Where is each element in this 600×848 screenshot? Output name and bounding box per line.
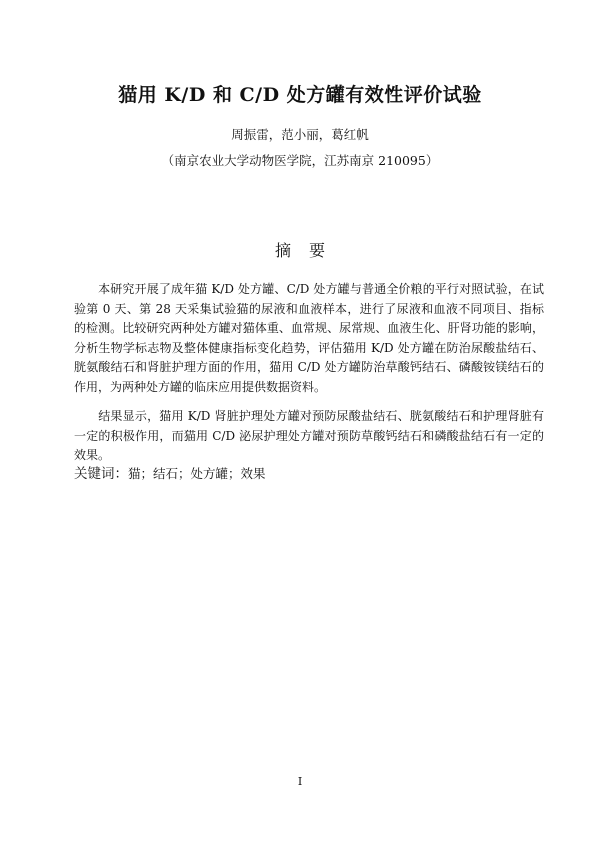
abstract-paragraph-1-text: 本研究开展了成年猫 K/D 处方罐、C/D 处方罐与普通全价粮的平行对照试验，在试验第 0 天、第 28 天采集试验猫的尿液和血液样本，进行了尿液和血液不同项目、指标的检测。比较研究两种处方罐对猫体重、血常规、尿常规、血液生化、肝肾功能的影响，分析生物学标志物及整体健康指标变化趋势，评估猫用 K/D 处方罐在防治尿酸盐结石、胱氨酸结石和肾脏护理方面的作用，猫用 C/D 处方罐防治草酸钙结石、磷酸铵镁结石的作用，为两种处方罐的临床应用提供数据资料。: [74, 282, 544, 394]
page-number: I: [297, 775, 303, 788]
abstract-paragraph-1: [74, 280, 544, 398]
abstract-paragraph-2-text: 结果显示，猫用 K/D 肾脏护理处方罐对预防尿酸盐结石、胱氨酸结石和护理肾脏有一定的积极作用，而猫用 C/D 泌尿护理处方罐对预防草酸钙结石和磷酸盐结石有一定的效果。: [74, 409, 544, 463]
author-list: 周振雷，范小丽，葛红帆: [231, 127, 369, 142]
abstract-paragraph-2: [74, 407, 544, 466]
keywords-line: [74, 462, 266, 482]
keywords-label: 关键词：: [74, 466, 128, 482]
author-affiliation: （南京农业大学动物医学院，江苏南京 210095）: [161, 153, 439, 168]
keywords-value: 猫；结石；处方罐；效果: [128, 466, 266, 481]
abstract-heading: 摘要: [274, 241, 343, 260]
paper-title: 猫用 K/D 和 C/D 处方罐有效性评价试验: [118, 84, 482, 106]
